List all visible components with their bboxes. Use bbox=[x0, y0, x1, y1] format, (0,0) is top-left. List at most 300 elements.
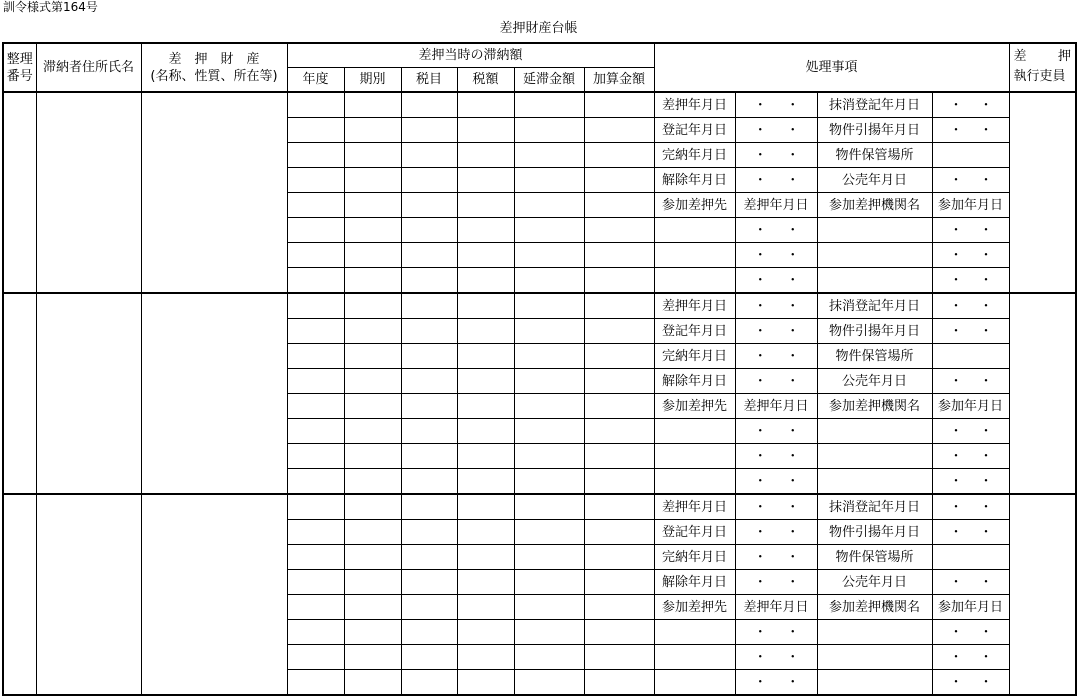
date-separators bbox=[933, 273, 1009, 288]
participation-join-date-field[interactable] bbox=[932, 419, 1009, 444]
entry-entaikin[interactable] bbox=[514, 369, 584, 394]
header-zeigaku: 税額 bbox=[457, 68, 514, 93]
entry-zeimoku[interactable] bbox=[401, 193, 457, 218]
entry-zeimoku[interactable] bbox=[401, 469, 457, 495]
entry-zaisan[interactable] bbox=[141, 494, 287, 695]
date-dot: ・ bbox=[753, 122, 767, 138]
entry-zeigaku[interactable] bbox=[457, 545, 514, 570]
entry-nendo[interactable] bbox=[287, 419, 344, 444]
date-dot: ・ bbox=[949, 298, 963, 314]
entry-zeigaku[interactable] bbox=[457, 620, 514, 645]
date-dot: ・ bbox=[753, 147, 767, 163]
storage-location-field[interactable] bbox=[932, 344, 1009, 369]
storage-location-field[interactable] bbox=[932, 545, 1009, 570]
date-dot: ・ bbox=[949, 97, 963, 113]
date-dot: ・ bbox=[949, 649, 963, 665]
entry-shikkou[interactable] bbox=[1009, 494, 1076, 695]
entry-nendo[interactable] bbox=[287, 293, 344, 319]
entry-nendo[interactable] bbox=[287, 444, 344, 469]
participation-target-field[interactable] bbox=[654, 268, 735, 294]
entry-zeimoku[interactable] bbox=[401, 394, 457, 419]
process-date-field[interactable] bbox=[932, 118, 1009, 143]
date-dot: ・ bbox=[786, 624, 800, 640]
entry-zeimoku[interactable] bbox=[401, 344, 457, 369]
entry-kasankin[interactable] bbox=[584, 520, 654, 545]
process-date-field[interactable] bbox=[735, 344, 817, 369]
entry-entaikin[interactable] bbox=[514, 92, 584, 118]
entry-zeimoku[interactable] bbox=[401, 118, 457, 143]
entry-kasankin[interactable] bbox=[584, 218, 654, 243]
entry-zeigaku[interactable] bbox=[457, 394, 514, 419]
date-separators bbox=[736, 675, 817, 690]
date-dot: ・ bbox=[979, 524, 993, 540]
entry-zeimoku[interactable] bbox=[401, 620, 457, 645]
entry-kasankin[interactable] bbox=[584, 369, 654, 394]
participation-join-date-field[interactable] bbox=[932, 218, 1009, 243]
participation-join-date-field[interactable] bbox=[932, 268, 1009, 294]
participation-seizure-date-field[interactable] bbox=[735, 469, 817, 495]
entry-kibetsu[interactable] bbox=[344, 520, 401, 545]
process-label: 物件引揚年月日 bbox=[817, 520, 932, 545]
date-dot: ・ bbox=[979, 423, 993, 439]
entry-entaikin[interactable] bbox=[514, 545, 584, 570]
date-separators bbox=[736, 324, 817, 339]
entry-nendo[interactable] bbox=[287, 268, 344, 294]
participation-join-date-field[interactable] bbox=[932, 670, 1009, 696]
participation-join-date-field[interactable] bbox=[932, 645, 1009, 670]
entry-zeimoku[interactable] bbox=[401, 419, 457, 444]
process-date-field[interactable] bbox=[735, 494, 817, 520]
entry-zeimoku[interactable] bbox=[401, 369, 457, 394]
entry-kibetsu[interactable] bbox=[344, 394, 401, 419]
entry-kasankin[interactable] bbox=[584, 118, 654, 143]
entry-kasankin[interactable] bbox=[584, 419, 654, 444]
date-separators bbox=[736, 349, 817, 364]
seizure-ledger-table bbox=[2, 42, 1077, 696]
process-label: 抹消登記年月日 bbox=[817, 92, 932, 118]
process-date-field[interactable] bbox=[932, 168, 1009, 193]
participation-target-field[interactable] bbox=[654, 444, 735, 469]
header-zeimoku: 税目 bbox=[401, 68, 457, 93]
entry-kibetsu[interactable] bbox=[344, 620, 401, 645]
entry-entaikin[interactable] bbox=[514, 319, 584, 344]
date-dot: ・ bbox=[786, 122, 800, 138]
entry-entaikin[interactable] bbox=[514, 444, 584, 469]
participation-agency-field[interactable] bbox=[817, 469, 932, 495]
entry-shikkou[interactable] bbox=[1009, 293, 1076, 494]
date-separators bbox=[933, 500, 1009, 515]
entry-zeimoku[interactable] bbox=[401, 444, 457, 469]
entry-nendo[interactable] bbox=[287, 670, 344, 696]
date-separators bbox=[736, 98, 817, 113]
process-date-field[interactable] bbox=[735, 369, 817, 394]
participation-seizure-date-field[interactable] bbox=[735, 670, 817, 696]
header-seiri-line1: 整理 bbox=[6, 51, 33, 67]
entry-seiri-bangou[interactable] bbox=[3, 494, 36, 695]
date-separators bbox=[933, 123, 1009, 138]
date-dot: ・ bbox=[979, 247, 993, 263]
entry-kibetsu[interactable] bbox=[344, 369, 401, 394]
header-shikkou-bottom: 執行吏員 bbox=[1013, 68, 1066, 84]
entry-zeigaku[interactable] bbox=[457, 444, 514, 469]
entry-shikkou[interactable] bbox=[1009, 92, 1076, 293]
participation-target-field[interactable] bbox=[654, 620, 735, 645]
participation-join-date-field[interactable] bbox=[932, 469, 1009, 495]
process-date-field[interactable] bbox=[735, 118, 817, 143]
entry-entaikin[interactable] bbox=[514, 193, 584, 218]
entry-kasankin[interactable] bbox=[584, 570, 654, 595]
entry-zeigaku[interactable] bbox=[457, 319, 514, 344]
participation-target-field[interactable] bbox=[654, 243, 735, 268]
process-label: 登記年月日 bbox=[654, 520, 735, 545]
entry-kibetsu[interactable] bbox=[344, 645, 401, 670]
date-separators bbox=[736, 173, 817, 188]
ledger-entry-row bbox=[3, 92, 1076, 118]
participation-seizure-date-field[interactable] bbox=[735, 419, 817, 444]
entry-nendo[interactable] bbox=[287, 620, 344, 645]
entry-kasankin[interactable] bbox=[584, 243, 654, 268]
date-dot: ・ bbox=[949, 473, 963, 489]
entry-kibetsu[interactable] bbox=[344, 293, 401, 319]
entry-zeigaku[interactable] bbox=[457, 469, 514, 495]
ledger-entry-row bbox=[3, 293, 1076, 319]
entry-zeigaku[interactable] bbox=[457, 520, 514, 545]
entry-zeigaku[interactable] bbox=[457, 218, 514, 243]
participation-agency-field[interactable] bbox=[817, 268, 932, 294]
participation-join-date-field[interactable] bbox=[932, 243, 1009, 268]
date-dot: ・ bbox=[979, 649, 993, 665]
entry-nendo[interactable] bbox=[287, 545, 344, 570]
entry-entaikin[interactable] bbox=[514, 293, 584, 319]
participation-agency-field[interactable] bbox=[817, 620, 932, 645]
entry-kibetsu[interactable] bbox=[344, 92, 401, 118]
entry-kasankin[interactable] bbox=[584, 293, 654, 319]
date-separators bbox=[736, 123, 817, 138]
entry-entaikin[interactable] bbox=[514, 218, 584, 243]
entry-kibetsu[interactable] bbox=[344, 670, 401, 696]
entry-nendo[interactable] bbox=[287, 143, 344, 168]
entry-taino-sha[interactable] bbox=[36, 293, 141, 494]
entry-kibetsu[interactable] bbox=[344, 469, 401, 495]
entry-zeigaku[interactable] bbox=[457, 92, 514, 118]
entry-zeigaku[interactable] bbox=[457, 344, 514, 369]
entry-kibetsu[interactable] bbox=[344, 168, 401, 193]
participation-seizure-date-field[interactable] bbox=[735, 218, 817, 243]
entry-entaikin[interactable] bbox=[514, 469, 584, 495]
date-separators bbox=[933, 324, 1009, 339]
entry-entaikin[interactable] bbox=[514, 344, 584, 369]
entry-zeimoku[interactable] bbox=[401, 645, 457, 670]
entry-entaikin[interactable] bbox=[514, 595, 584, 620]
date-dot: ・ bbox=[949, 574, 963, 590]
entry-entaikin[interactable] bbox=[514, 168, 584, 193]
date-separators bbox=[933, 575, 1009, 590]
process-date-field[interactable] bbox=[932, 293, 1009, 319]
date-dot: ・ bbox=[753, 348, 767, 364]
entry-zeimoku[interactable] bbox=[401, 319, 457, 344]
entry-nendo[interactable] bbox=[287, 394, 344, 419]
participation-target-field[interactable] bbox=[654, 218, 735, 243]
entry-kibetsu[interactable] bbox=[344, 218, 401, 243]
header-taino-gaku-group bbox=[287, 43, 654, 68]
participation-header-join-date: 参加年月日 bbox=[932, 193, 1009, 218]
entry-kibetsu[interactable] bbox=[344, 494, 401, 520]
entry-kasankin[interactable] bbox=[584, 319, 654, 344]
entry-zeigaku[interactable] bbox=[457, 243, 514, 268]
participation-agency-field[interactable] bbox=[817, 218, 932, 243]
entry-zeigaku[interactable] bbox=[457, 168, 514, 193]
process-date-field[interactable] bbox=[932, 520, 1009, 545]
date-dot: ・ bbox=[949, 674, 963, 690]
date-dot: ・ bbox=[979, 172, 993, 188]
entry-kasankin[interactable] bbox=[584, 620, 654, 645]
process-date-field[interactable] bbox=[735, 293, 817, 319]
entry-kasankin[interactable] bbox=[584, 645, 654, 670]
entry-seiri-bangou[interactable] bbox=[3, 92, 36, 293]
entry-zeigaku[interactable] bbox=[457, 670, 514, 696]
date-dot: ・ bbox=[949, 423, 963, 439]
entry-nendo[interactable] bbox=[287, 168, 344, 193]
header-shori-jikou-label: 処理事項 bbox=[805, 60, 858, 75]
entry-zeigaku[interactable] bbox=[457, 595, 514, 620]
entry-nendo[interactable] bbox=[287, 369, 344, 394]
entry-kasankin[interactable] bbox=[584, 494, 654, 520]
date-dot: ・ bbox=[979, 298, 993, 314]
entry-zeimoku[interactable] bbox=[401, 243, 457, 268]
participation-seizure-date-field[interactable] bbox=[735, 620, 817, 645]
entry-entaikin[interactable] bbox=[514, 520, 584, 545]
entry-entaikin[interactable] bbox=[514, 645, 584, 670]
entry-zeigaku[interactable] bbox=[457, 645, 514, 670]
participation-seizure-date-field[interactable] bbox=[735, 243, 817, 268]
date-dot: ・ bbox=[753, 574, 767, 590]
process-date-field[interactable] bbox=[735, 570, 817, 595]
date-dot: ・ bbox=[949, 247, 963, 263]
entry-kasankin[interactable] bbox=[584, 595, 654, 620]
entry-kasankin[interactable] bbox=[584, 268, 654, 294]
date-dot: ・ bbox=[949, 373, 963, 389]
entry-kibetsu[interactable] bbox=[344, 319, 401, 344]
participation-header-join-date: 参加年月日 bbox=[932, 394, 1009, 419]
entry-nendo[interactable] bbox=[287, 645, 344, 670]
date-dot: ・ bbox=[786, 247, 800, 263]
entry-zeimoku[interactable] bbox=[401, 168, 457, 193]
participation-join-date-field[interactable] bbox=[932, 444, 1009, 469]
process-label: 差押年月日 bbox=[654, 293, 735, 319]
date-separators bbox=[736, 248, 817, 263]
date-dot: ・ bbox=[786, 423, 800, 439]
process-date-field[interactable] bbox=[735, 545, 817, 570]
entry-nendo[interactable] bbox=[287, 243, 344, 268]
entry-zeigaku[interactable] bbox=[457, 419, 514, 444]
header-shikkou-top-right: 押 bbox=[1058, 48, 1072, 64]
entry-nendo[interactable] bbox=[287, 494, 344, 520]
date-dot: ・ bbox=[753, 448, 767, 464]
entry-kasankin[interactable] bbox=[584, 394, 654, 419]
date-dot: ・ bbox=[753, 473, 767, 489]
process-label: 抹消登記年月日 bbox=[817, 293, 932, 319]
participation-agency-field[interactable] bbox=[817, 243, 932, 268]
participation-seizure-date-field[interactable] bbox=[735, 645, 817, 670]
entry-taino-sha[interactable] bbox=[36, 494, 141, 695]
participation-target-field[interactable] bbox=[654, 419, 735, 444]
participation-agency-field[interactable] bbox=[817, 419, 932, 444]
entry-zeigaku[interactable] bbox=[457, 570, 514, 595]
date-dot: ・ bbox=[753, 272, 767, 288]
process-date-field[interactable] bbox=[932, 369, 1009, 394]
entry-kibetsu[interactable] bbox=[344, 143, 401, 168]
date-separators bbox=[736, 148, 817, 163]
entry-zeimoku[interactable] bbox=[401, 595, 457, 620]
process-label: 物件保管場所 bbox=[817, 143, 932, 168]
participation-target-field[interactable] bbox=[654, 469, 735, 495]
participation-agency-field[interactable] bbox=[817, 645, 932, 670]
entry-nendo[interactable] bbox=[287, 218, 344, 243]
participation-header-date: 差押年月日 bbox=[735, 193, 817, 218]
entry-zeigaku[interactable] bbox=[457, 268, 514, 294]
entry-kibetsu[interactable] bbox=[344, 570, 401, 595]
date-separators bbox=[736, 575, 817, 590]
entry-kasankin[interactable] bbox=[584, 143, 654, 168]
date-separators bbox=[933, 173, 1009, 188]
entry-zeigaku[interactable] bbox=[457, 293, 514, 319]
entry-zeigaku[interactable] bbox=[457, 494, 514, 520]
date-dot: ・ bbox=[979, 624, 993, 640]
ledger-title: 差押財産台帳 bbox=[499, 21, 578, 36]
entry-zeimoku[interactable] bbox=[401, 494, 457, 520]
date-dot: ・ bbox=[753, 172, 767, 188]
entry-kibetsu[interactable] bbox=[344, 344, 401, 369]
entry-zeimoku[interactable] bbox=[401, 268, 457, 294]
entry-kasankin[interactable] bbox=[584, 168, 654, 193]
entry-entaikin[interactable] bbox=[514, 620, 584, 645]
entry-nendo[interactable] bbox=[287, 92, 344, 118]
date-separators bbox=[736, 474, 817, 489]
entry-kibetsu[interactable] bbox=[344, 595, 401, 620]
entry-nendo[interactable] bbox=[287, 319, 344, 344]
date-separators bbox=[933, 223, 1009, 238]
process-date-field[interactable] bbox=[932, 92, 1009, 118]
participation-header-date: 差押年月日 bbox=[735, 595, 817, 620]
entry-entaikin[interactable] bbox=[514, 394, 584, 419]
process-date-field[interactable] bbox=[735, 168, 817, 193]
entry-zeimoku[interactable] bbox=[401, 143, 457, 168]
entry-kasankin[interactable] bbox=[584, 545, 654, 570]
entry-zeimoku[interactable] bbox=[401, 520, 457, 545]
participation-target-field[interactable] bbox=[654, 670, 735, 696]
entry-kibetsu[interactable] bbox=[344, 545, 401, 570]
entry-entaikin[interactable] bbox=[514, 118, 584, 143]
participation-header-saki: 参加差押先 bbox=[654, 193, 735, 218]
entry-entaikin[interactable] bbox=[514, 494, 584, 520]
entry-kasankin[interactable] bbox=[584, 444, 654, 469]
process-date-field[interactable] bbox=[735, 143, 817, 168]
date-separators bbox=[933, 625, 1009, 640]
process-date-field[interactable] bbox=[932, 319, 1009, 344]
entry-kibetsu[interactable] bbox=[344, 118, 401, 143]
date-separators bbox=[736, 500, 817, 515]
process-date-field[interactable] bbox=[932, 494, 1009, 520]
entry-kasankin[interactable] bbox=[584, 344, 654, 369]
participation-join-date-field[interactable] bbox=[932, 620, 1009, 645]
process-label: 完納年月日 bbox=[654, 344, 735, 369]
entry-zeigaku[interactable] bbox=[457, 118, 514, 143]
entry-zeimoku[interactable] bbox=[401, 92, 457, 118]
entry-entaikin[interactable] bbox=[514, 670, 584, 696]
entry-entaikin[interactable] bbox=[514, 143, 584, 168]
entry-kasankin[interactable] bbox=[584, 469, 654, 495]
process-label: 完納年月日 bbox=[654, 545, 735, 570]
entry-seiri-bangou[interactable] bbox=[3, 293, 36, 494]
storage-location-field[interactable] bbox=[932, 143, 1009, 168]
date-dot: ・ bbox=[949, 448, 963, 464]
date-dot: ・ bbox=[753, 323, 767, 339]
entry-entaikin[interactable] bbox=[514, 419, 584, 444]
participation-seizure-date-field[interactable] bbox=[735, 444, 817, 469]
entry-entaikin[interactable] bbox=[514, 243, 584, 268]
entry-nendo[interactable] bbox=[287, 344, 344, 369]
entry-nendo[interactable] bbox=[287, 118, 344, 143]
process-date-field[interactable] bbox=[735, 520, 817, 545]
date-dot: ・ bbox=[786, 649, 800, 665]
participation-agency-field[interactable] bbox=[817, 670, 932, 696]
entry-entaikin[interactable] bbox=[514, 268, 584, 294]
participation-seizure-date-field[interactable] bbox=[735, 268, 817, 294]
entry-zeimoku[interactable] bbox=[401, 293, 457, 319]
entry-zeimoku[interactable] bbox=[401, 218, 457, 243]
entry-kasankin[interactable] bbox=[584, 92, 654, 118]
entry-zeimoku[interactable] bbox=[401, 570, 457, 595]
entry-entaikin[interactable] bbox=[514, 570, 584, 595]
process-date-field[interactable] bbox=[932, 570, 1009, 595]
entry-taino-sha[interactable] bbox=[36, 92, 141, 293]
entry-zaisan[interactable] bbox=[141, 293, 287, 494]
entry-zeigaku[interactable] bbox=[457, 143, 514, 168]
date-dot: ・ bbox=[979, 574, 993, 590]
participation-header-date: 差押年月日 bbox=[735, 394, 817, 419]
entry-kibetsu[interactable] bbox=[344, 193, 401, 218]
process-label: 解除年月日 bbox=[654, 369, 735, 394]
entry-kasankin[interactable] bbox=[584, 193, 654, 218]
entry-nendo[interactable] bbox=[287, 570, 344, 595]
entry-kibetsu[interactable] bbox=[344, 268, 401, 294]
participation-target-field[interactable] bbox=[654, 645, 735, 670]
date-separators bbox=[933, 248, 1009, 263]
entry-kibetsu[interactable] bbox=[344, 419, 401, 444]
header-entaikin: 延滞金額 bbox=[514, 68, 584, 93]
entry-zeigaku[interactable] bbox=[457, 193, 514, 218]
entry-zeimoku[interactable] bbox=[401, 670, 457, 696]
process-date-field[interactable] bbox=[735, 319, 817, 344]
entry-nendo[interactable] bbox=[287, 520, 344, 545]
date-dot: ・ bbox=[786, 373, 800, 389]
process-date-field[interactable] bbox=[735, 92, 817, 118]
entry-nendo[interactable] bbox=[287, 193, 344, 218]
entry-zaisan[interactable] bbox=[141, 92, 287, 293]
entry-kasankin[interactable] bbox=[584, 670, 654, 696]
entry-nendo[interactable] bbox=[287, 595, 344, 620]
header-seiri-line2: 番号 bbox=[6, 68, 33, 84]
entry-kibetsu[interactable] bbox=[344, 444, 401, 469]
participation-header-join-date: 参加年月日 bbox=[932, 595, 1009, 620]
entry-zeimoku[interactable] bbox=[401, 545, 457, 570]
date-dot: ・ bbox=[786, 524, 800, 540]
participation-agency-field[interactable] bbox=[817, 444, 932, 469]
entry-kibetsu[interactable] bbox=[344, 243, 401, 268]
entry-nendo[interactable] bbox=[287, 469, 344, 495]
entry-zeigaku[interactable] bbox=[457, 369, 514, 394]
date-dot: ・ bbox=[949, 172, 963, 188]
